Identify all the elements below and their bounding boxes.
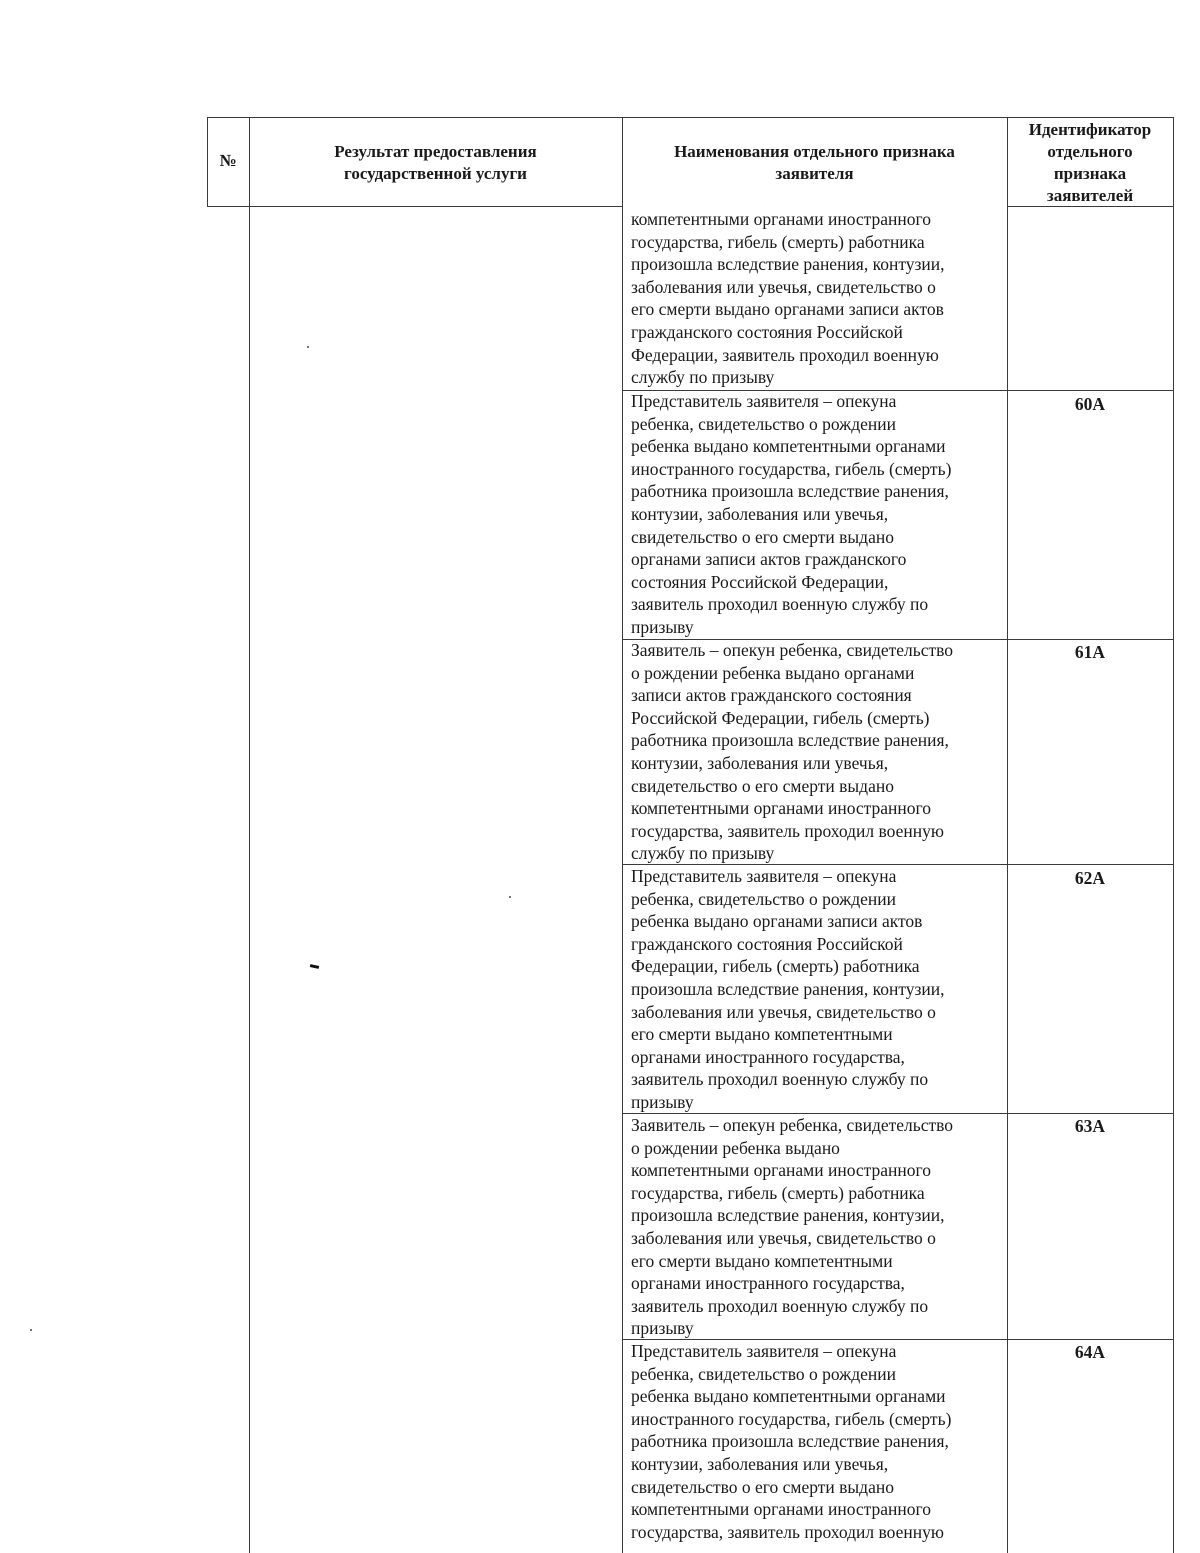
header-identifier: Идентификатор отдельного признака заявителей — [1028, 120, 1152, 205]
row-text: Представитель заявителя – опекуна ребенка, свидетельство о рождении ребенка выдано компетентными органами иностранного государства, гибель (смерть) работника произошла вследствие ранения, контузии, заболевания или увечья, свидетельство о его смерти выдано компетентными органами иностранного государства, заявитель проходил военную — [631, 1341, 952, 1542]
row-identifier: 64А — [1074, 1342, 1106, 1362]
row-text: компетентными органами иностранного государства, гибель (смерть) работника произошла вследствие ранения, контузии, заболевания или увечья, свидетельство о его смерти выдано органами записи актов гражданского состояния Российской Федерации, заявитель проходил военную службу по призыву — [631, 209, 945, 388]
col-border-number — [249, 117, 250, 1553]
row-text: Представитель заявителя – опекуна ребенка, свидетельство о рождении ребенка выдано компетентными органами иностранного государства, гибель (смерть) работника произошла вследствие ранения, контузии, заболевания или увечья, свидетельство о его смерти выдано органами записи актов гражданского состояния Российской Федерации, заявитель проходил военную службу по призыву — [631, 391, 952, 637]
row-identifier: 63А — [1074, 1116, 1106, 1136]
col-border-result — [622, 117, 623, 1553]
row-identifier: 62А — [1074, 868, 1106, 888]
scan-mark — [310, 964, 319, 969]
header-number: № — [219, 151, 237, 170]
row-text: Заявитель – опекун ребенка, свидетельство о рождении ребенка выдано компетентными органами иностранного государства, гибель (смерть) работника произошла вследствие ранения, контузии, заболевания или увечья, свидетельство о его смерти выдано компетентными органами иностранного государства, заявитель проходил военную службу по призыву — [631, 1115, 954, 1339]
row-text: Представитель заявителя – опекуна ребенка, свидетельство о рождении ребенка выдано органами записи актов гражданского состояния Российской Федерации, гибель (смерть) работника произошла вследствие ранения, контузии, заболевания или увечья, свидетельство о его смерти выдано компетентными органами иностранного государства, заявитель проходил военную службу по призыву — [631, 866, 945, 1112]
header-names: Наименования отдельного признака заявителя — [674, 142, 955, 183]
scan-speck — [509, 896, 511, 898]
scan-speck — [30, 1329, 32, 1331]
row-text: Заявитель – опекун ребенка, свидетельство о рождении ребенка выдано органами записи актов гражданского состояния Российской Федерации, гибель (смерть) работника произошла вследствие ранения, контузии, заболевания или увечья, свидетельство о его смерти выдано компетентными органами иностранного государства, заявитель проходил военную службу по призыву — [631, 640, 954, 864]
table-top-border — [207, 117, 1173, 118]
scan-speck — [307, 346, 309, 348]
col-border-right — [1173, 117, 1174, 1553]
header-result: Результат предоставления государственной услуги — [334, 142, 537, 183]
row-identifier: 60А — [1074, 394, 1106, 414]
col-border-names — [1007, 117, 1008, 1553]
row-identifier: 61А — [1074, 642, 1106, 662]
header-bottom-border — [207, 206, 622, 207]
